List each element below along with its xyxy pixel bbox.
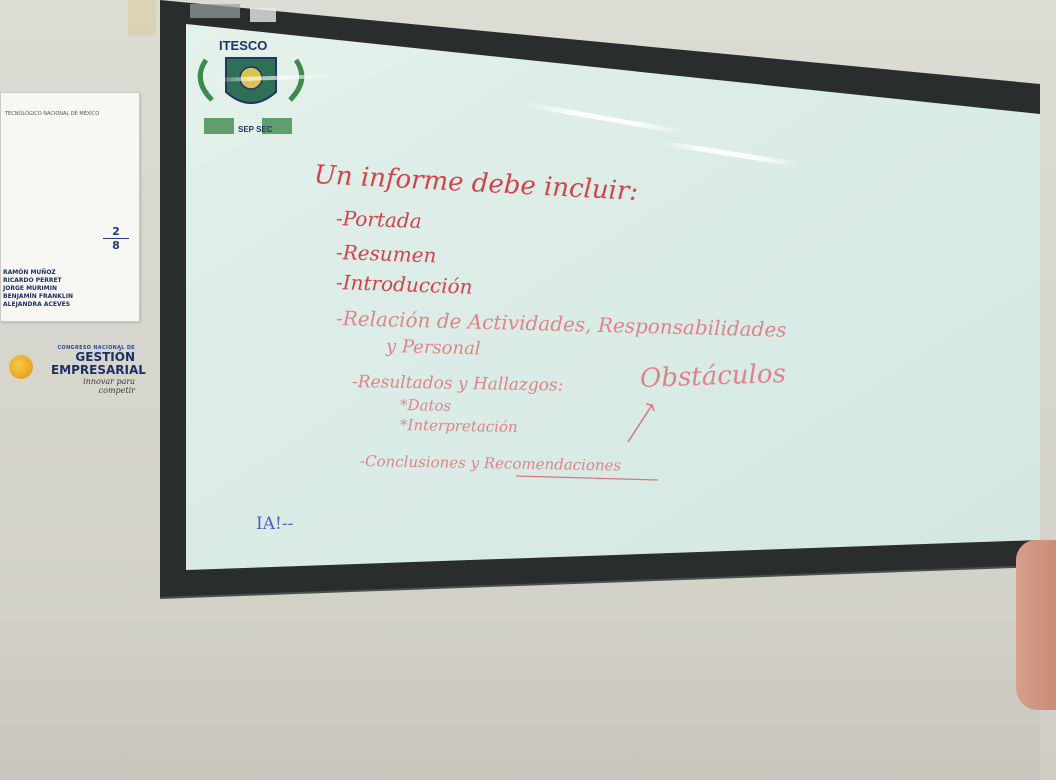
poster-title-line2: EMPRESARIAL (51, 363, 146, 377)
speaker: RICARDO PERRET (3, 277, 62, 284)
list-item: -Resumen (335, 240, 437, 268)
list-item: *Interpretación (399, 416, 518, 437)
poster-congress-label: CONGRESO NACIONAL DE (57, 345, 135, 351)
list-item: y Personal (385, 336, 481, 360)
list-item: -Resultados y Hallazgos: (351, 372, 564, 396)
person-arm (1016, 540, 1056, 710)
list-item: -Relación de Actividades, Responsabilidades (335, 306, 787, 342)
annotation: Obstáculos (639, 358, 787, 394)
poster-tagline: innovar para competir (83, 377, 135, 395)
speaker: RAMÓN MUÑOZ (3, 269, 56, 276)
speaker: BENJAMÍN FRANKLIN (3, 293, 74, 300)
corner-note: IA!-- (256, 514, 294, 534)
poster-header: TECNOLÓGICO NACIONAL DE MÉXICO (5, 111, 100, 117)
list-item: *Datos (399, 396, 452, 415)
speaker: ALEJANDRA ACEVES (3, 301, 71, 308)
poster-date-month: 8 (103, 238, 129, 252)
list-item: -Portada (335, 206, 423, 233)
list-item: -Introducción (335, 270, 473, 299)
speaker: JORGE MURIMIN (3, 285, 57, 292)
poster-date-day: 2 (112, 225, 120, 238)
logo-subtitle: SEP SEC (238, 125, 273, 134)
board-heading: Un informe debe incluir: (313, 160, 639, 207)
poster-title-line1: GESTIÓN (75, 350, 135, 364)
list-item: -Conclusiones y Recomendaciones (359, 452, 622, 475)
logo-title: ITESCO (219, 38, 268, 53)
